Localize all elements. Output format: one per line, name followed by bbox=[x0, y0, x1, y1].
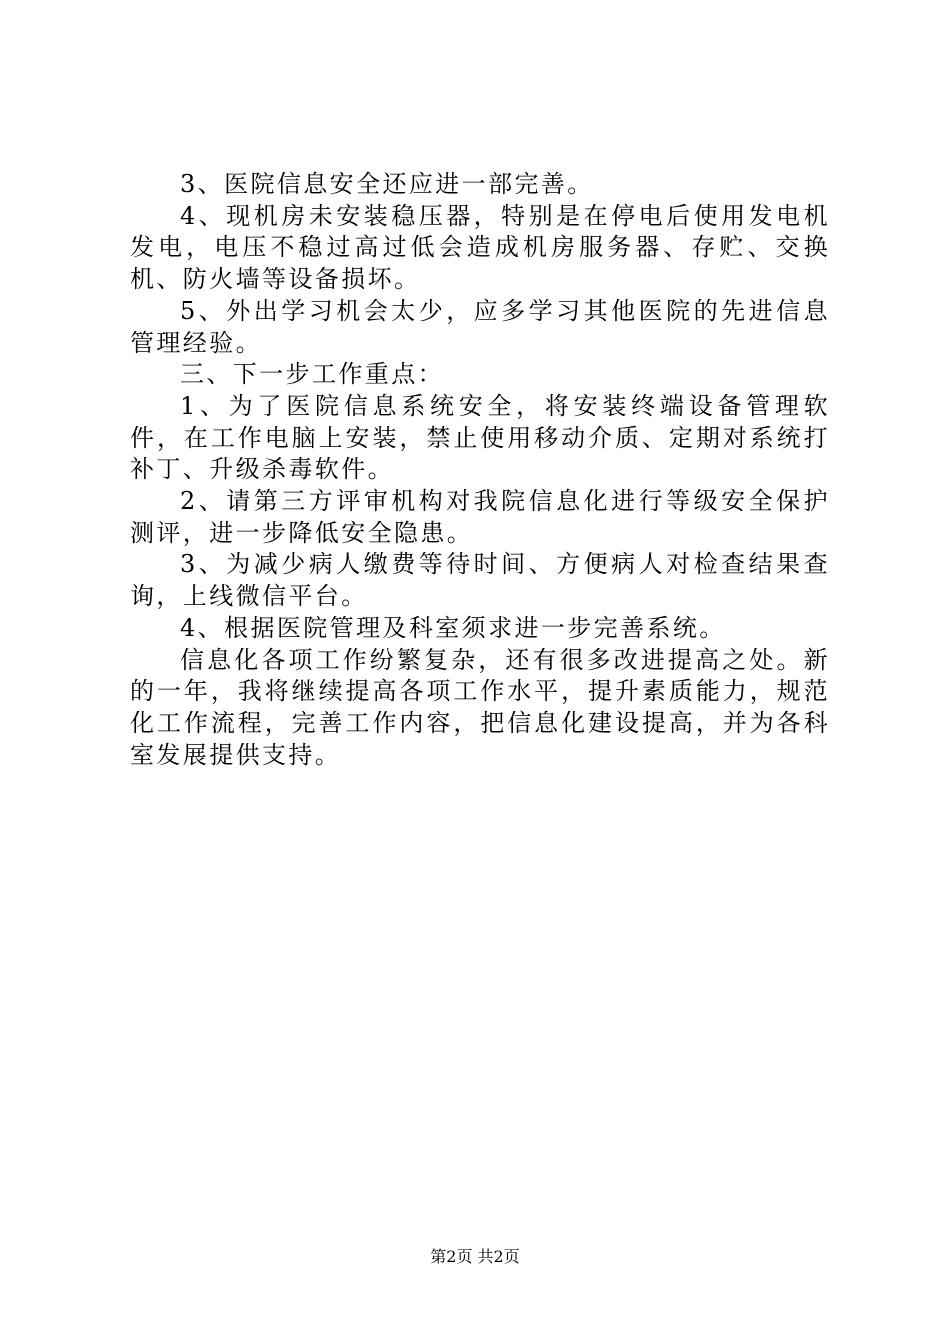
paragraph-issue-5: 5、外出学习机会太少，应多学习其他医院的先进信息管理经验。 bbox=[130, 296, 830, 357]
page-number-footer: 第2页 共2页 bbox=[430, 1247, 520, 1266]
section-heading-next-steps: 三、下一步工作重点： bbox=[180, 360, 444, 389]
paragraph-issue-4: 4、现机房未安装稳压器，特别是在停电后使用发电机发电，电压不稳过高过低会造成机房服务器、存贮、交换机、防火墙等设备损坏。 bbox=[130, 201, 830, 294]
document-body bbox=[130, 169, 830, 771]
paragraph-conclusion: 信息化各项工作纷繁复杂，还有很多改进提高之处。新的一年，我将继续提高各项工作水平，提升素质能力，规范化工作流程，完善工作内容，把信息化建设提高，并为各科室发展提供支持。 bbox=[130, 645, 830, 769]
paragraph-plan-3: 3、为减少病人缴费等待时间、方便病人对检查结果查询，上线微信平台。 bbox=[130, 550, 830, 611]
paragraph-plan-4: 4、根据医院管理及科室须求进一步完善系统。 bbox=[180, 613, 726, 642]
paragraph-plan-2: 2、请第三方评审机构对我院信息化进行等级安全保护测评，进一步降低安全隐患。 bbox=[130, 487, 830, 547]
paragraph-plan-1: 1、为了医院信息系统安全，将安装终端设备管理软件，在工作电脑上安装，禁止使用移动介质、定期对系统打补丁、升级杀毒软件。 bbox=[130, 391, 830, 484]
paragraph-issue-3: 3、医院信息安全还应进一部完善。 bbox=[180, 170, 594, 198]
